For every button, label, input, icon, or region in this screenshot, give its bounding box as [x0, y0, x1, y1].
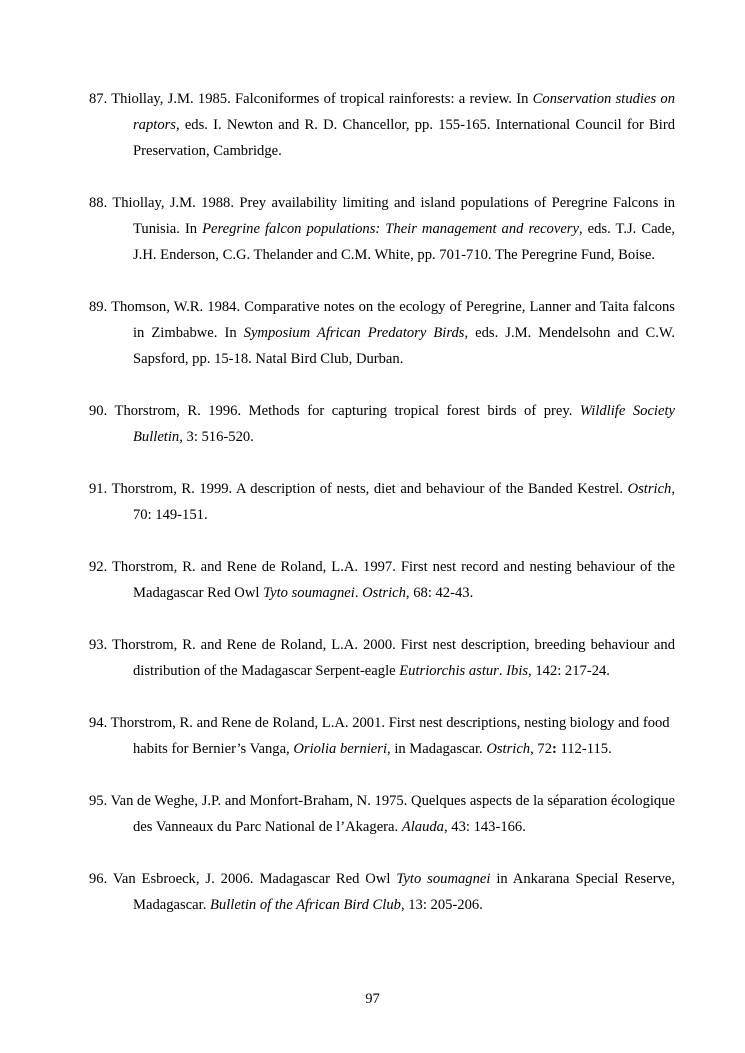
reference-text: Van de Weghe, J.P. and Monfort-Braham, N. 1975. Quelques aspects de la séparation écologique des Vanneaux du Parc National de l’Akagera.: [110, 793, 675, 835]
reference-text: Thiollay, J.M. 1988. Prey availability limiting and island populations of Peregrine Falcons in Tunisia. In: [112, 195, 675, 237]
reference-entry: [89, 710, 675, 762]
reference-text: in Ankarana Special Reserve, Madagascar.: [133, 871, 675, 913]
reference-italic-text: Conservation studies on raptors: [133, 91, 675, 133]
reference-text: , 3: 516-520.: [179, 429, 254, 445]
reference-text: :: [551, 741, 557, 757]
reference-italic-text: Tyto soumagnei: [263, 585, 355, 601]
reference-entry: [89, 476, 675, 528]
reference-text: , 142: 217-24.: [528, 663, 610, 679]
reference-text: .: [354, 585, 363, 601]
reference-text: , 70: 149-151.: [133, 481, 675, 523]
reference-text: , 72: [530, 741, 552, 757]
reference-text: Thorstrom, R. 1999. A description of nests, diet and behaviour of the Banded Kestrel.: [111, 481, 628, 497]
reference-text: , in Madagascar.: [387, 741, 487, 757]
reference-list: [89, 86, 675, 944]
reference-entry: [89, 788, 675, 840]
reference-entry: [89, 554, 675, 606]
reference-entry: [89, 190, 675, 268]
reference-number: 95.: [89, 793, 108, 809]
reference-number: 87.: [89, 91, 108, 107]
reference-italic-text: Peregrine falcon populations: Their management and recovery: [202, 221, 579, 237]
page-number: 97: [365, 991, 380, 1007]
reference-italic-text: Bulletin of the African Bird Club: [210, 897, 401, 913]
reference-text: , 13: 205-206.: [400, 897, 483, 913]
reference-text: Thorstrom, R. 1996. Methods for capturing tropical forest birds of prey.: [114, 403, 580, 419]
reference-italic-text: Wildlife Society Bulletin: [133, 403, 675, 445]
reference-italic-text: Ostrich: [627, 481, 672, 497]
reference-italic-text: Tyto soumagnei: [396, 871, 491, 887]
reference-text: Thiollay, J.M. 1985. Falconiformes of tropical rainforests: a review. In: [111, 91, 533, 107]
reference-number: 89.: [89, 299, 108, 315]
reference-text: , eds. J.M. Mendelsohn and C.W. Sapsford, pp. 15-18. Natal Bird Club, Durban.: [133, 325, 675, 367]
reference-text: Thorstrom, R. and Rene de Roland, L.A. 2001. First nest descriptions, nesting biology and food habits for Bernier’s Vanga,: [110, 715, 670, 757]
reference-italic-text: Alauda: [401, 819, 444, 835]
reference-number: 94.: [89, 715, 108, 731]
reference-text: 112-115.: [556, 741, 612, 757]
reference-italic-text: Ostrich: [362, 585, 406, 601]
reference-number: 91.: [89, 481, 108, 497]
reference-entry: [89, 398, 675, 450]
reference-entry: [89, 86, 675, 164]
reference-text: Thorstrom, R. and Rene de Roland, L.A. 1997. First nest record and nesting behaviour of the Madagascar Red Owl: [112, 559, 676, 601]
reference-number: 93.: [89, 637, 108, 653]
reference-italic-text: Eutriorchis astur: [399, 663, 499, 679]
reference-entry: [89, 294, 675, 372]
reference-number: 96.: [89, 871, 108, 887]
reference-entry: [89, 866, 675, 918]
reference-italic-text: Ostrich: [486, 741, 531, 757]
reference-text: Thomson, W.R. 1984. Comparative notes on the ecology of Peregrine, Lanner and Taita falcons in Zimbabwe. In: [111, 299, 675, 341]
reference-text: .: [498, 663, 507, 679]
reference-text: Van Esbroeck, J. 2006. Madagascar Red Owl: [112, 871, 397, 887]
reference-italic-text: Ibis: [506, 663, 529, 679]
reference-entry: [89, 632, 675, 684]
reference-number: 92.: [89, 559, 108, 575]
reference-number: 90.: [89, 403, 108, 419]
reference-text: , eds. I. Newton and R. D. Chancellor, pp. 155-165. International Council for Bird Preservation, Cambridge.: [133, 117, 675, 159]
reference-text: , eds. T.J. Cade, J.H. Enderson, C.G. Thelander and C.M. White, pp. 701-710. The Peregrine Fund, Boise.: [133, 221, 675, 263]
reference-text: , 68: 42-43.: [405, 585, 474, 601]
reference-italic-text: Symposium African Predatory Birds: [243, 325, 465, 341]
reference-text: , 43: 143-166.: [443, 819, 526, 835]
reference-number: 88.: [89, 195, 108, 211]
reference-text: Thorstrom, R. and Rene de Roland, L.A. 2000. First nest description, breeding behaviour and distribution of the Madagascar Serpent-eagle: [111, 637, 675, 679]
reference-italic-text: Oriolia bernieri: [293, 741, 388, 757]
